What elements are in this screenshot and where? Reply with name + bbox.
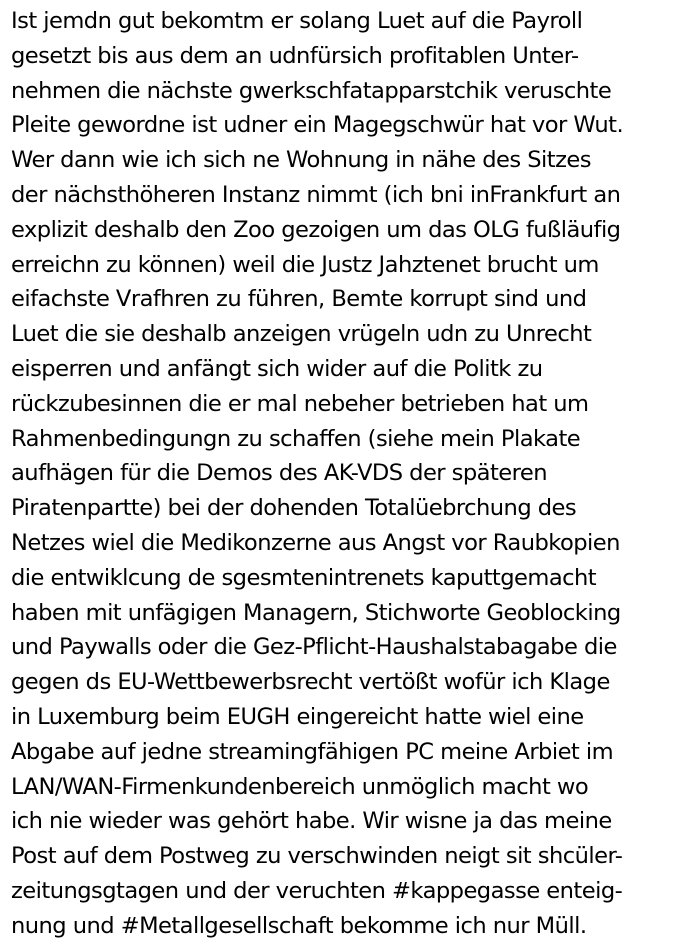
- text-line: Piratenpartte) bei der dohenden Totalüebrchung des: [11, 495, 577, 522]
- text-line: Wer dann wie ich sich ne Wohnung in nähe des Sitzes: [11, 147, 591, 174]
- text-line: erreichn zu können) weil die Justz Jahztenet brucht um: [11, 251, 599, 278]
- text-line: Post auf dem Postweg zu verschwinden neigt sit shcüler-: [11, 843, 623, 870]
- text-line: eifachste Vrafhren zu führen, Bemte korrupt sind und: [11, 286, 587, 313]
- text-line: nehmen die nächste gwerkschfatapparstchik veruschte: [11, 77, 612, 104]
- text-line: nung und #Metallgesellschaft bekomme ich nur Müll.: [11, 912, 587, 939]
- text-line: die entwiklcung de sgesmtenintrenets kaputtgemacht: [11, 564, 597, 591]
- text-line: rückzubesinnen die er mal nebeher betrieben hat um: [11, 390, 589, 417]
- text-line: gegen ds EU-Wettbewerbsrecht vertößt wofür ich Klage: [11, 669, 610, 696]
- text-line: der nächsthöheren Instanz nimmt (ich bni inFrankfurt an: [11, 181, 621, 208]
- text-line: aufhägen für die Demos des AK-VDS der späteren: [11, 460, 548, 487]
- text-line: Ist jemdn gut bekomtm er solang Luet auf die Payroll: [11, 8, 583, 34]
- text-line: gesetzt bis aus dem an udnfürsich profitablen Unter-: [11, 42, 579, 69]
- text-line: Abgabe auf jedne streamingfähigen PC meine Arbiet im: [11, 738, 614, 765]
- body-text: [11, 4, 679, 944]
- text-line: explizit deshalb den Zoo gezoigen um das OLG fußläufig: [11, 216, 621, 243]
- text-line: Rahmenbedingungn zu schaffen (siehe mein Plakate: [11, 425, 581, 452]
- text-line: Luet die sie deshalb anzeigen vrügeln udn zu Unrecht: [11, 321, 592, 348]
- text-line: und Paywalls oder die Gez-Pflicht-Haushalstabagabe die: [11, 634, 617, 661]
- text-line: eisperren und anfängt sich wider auf die Politk zu: [11, 355, 543, 382]
- text-line: haben mit unfägigen Managern, Stichworte Geoblocking: [11, 599, 621, 626]
- text-line: Netzes wiel die Medikonzerne aus Angst vor Raubkopien: [11, 529, 620, 556]
- text-line: in Luxemburg beim EUGH eingereicht hatte wiel eine: [11, 703, 584, 730]
- text-line: ich nie wieder was gehört habe. Wir wisne ja das meine: [11, 808, 612, 835]
- text-line: Pleite gewordne ist udner ein Magegschwür hat vor Wut.: [11, 112, 624, 139]
- text-line: zeitungsgtagen und der veruchten #kappegasse enteig-: [11, 877, 623, 904]
- text-line: LAN/WAN-Firmenkundenbereich unmöglich macht wo: [11, 773, 589, 800]
